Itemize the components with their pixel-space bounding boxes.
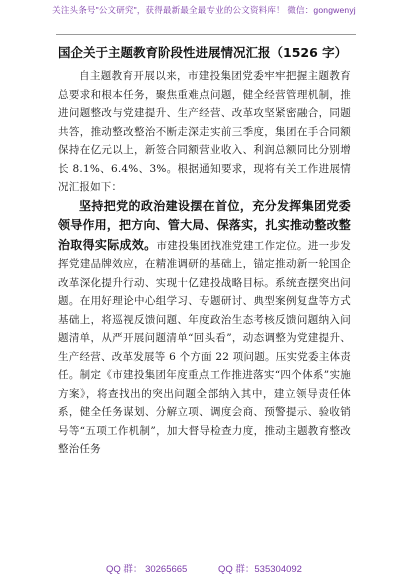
footer bbox=[0, 561, 408, 575]
paragraph-intro: 自主题教育开展以来，市建投集团党委牢牢把握主题教育总要求和根本任务，聚焦重难点问题，健全经营管理机制，推进问题整改与党建提升、生产经营、改革攻坚紧密融合，同题共答，推动整改整治不断走深走实前三季度，集团在手合同额保持在亿元以上，新签合同额营业收入、利润总额同比分别增长 8.1%、6.4%、3%。根据通知要求，现将有关工作进展情况汇报如下： bbox=[58, 70, 351, 193]
document-body bbox=[58, 67, 351, 459]
header-banner: 关注头条号"公文研究"，获得最新最全最专业的公文资料库！ 微信：gongwenyj bbox=[52, 5, 356, 15]
paragraph-section-body: 市建投集团找准党建工作定位。进一步发挥党建品牌效应，在精准调研的基础上，锚定推动新一轮国企改革深化提升行动、实现十亿建投战略目标。系统查摆突出问题。在用好理论中心组学习、专题研讨、典型案例复盘等方式基础上，将巡视反馈问题、年度政治生态考核反馈问题纳入问题清单，从严开展问题清单“回头看”，动态调整为党建提升、生产经营、改革发展等 6 个方面 22 项问题。压实党委主体责任。制定《市建投集团年度重点工作推进落实“四个体系”实施方案》，将查找出的突出问题全部纳入其中，建立领导责任体系，健全任务谋划、分解立项、调度会商、预警提示、验收销号等“五项工作机制”，加大督导检查力度，推动主题教育整改整治任务 bbox=[58, 239, 351, 455]
paragraph-section-1 bbox=[58, 197, 351, 459]
footer-qq-group-1: QQ 群： 30265665 bbox=[106, 564, 188, 575]
header-divider bbox=[56, 34, 356, 35]
footer-qq-group-2: QQ 群：535304092 bbox=[217, 564, 302, 575]
document-title: 国企关于主题教育阶段性进展情况汇报（1526 字） bbox=[58, 45, 348, 60]
paragraph-lead-heading: 坚持把党的政治建设摆在首位，充分发挥集团党委领导作用，把方向、管大局、保落实，扎实推动整改整治取得实际成效。 bbox=[58, 198, 351, 252]
